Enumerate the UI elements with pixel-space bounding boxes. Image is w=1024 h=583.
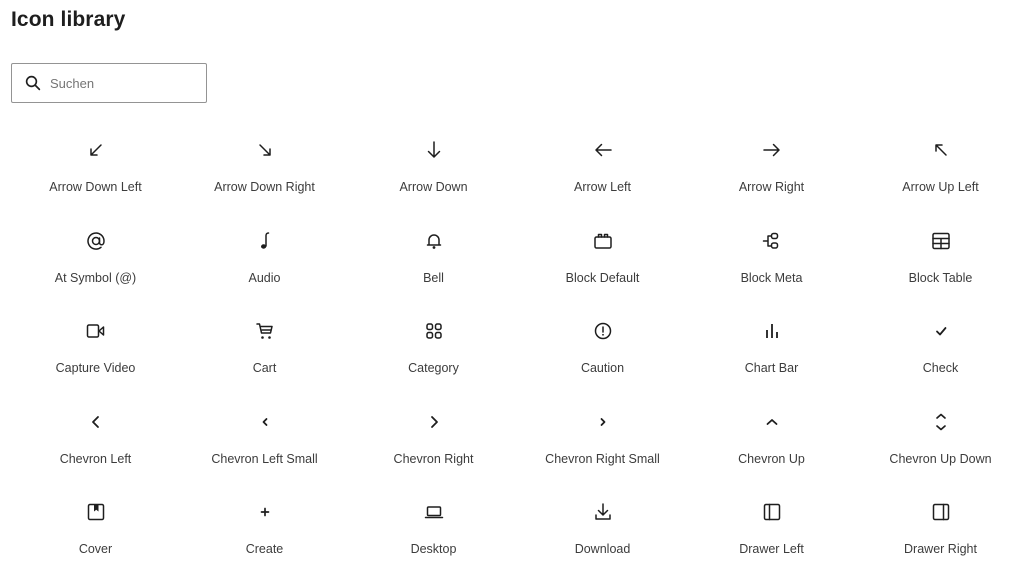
icon-label: Drawer Left bbox=[739, 542, 804, 556]
cover-icon bbox=[84, 500, 108, 524]
icon-label: Drawer Right bbox=[904, 542, 977, 556]
icon-label: At Symbol (@) bbox=[54, 270, 137, 285]
arrow-down-left-icon bbox=[84, 138, 108, 162]
icon-label: Chevron Right bbox=[393, 451, 474, 466]
at-symbol-icon bbox=[84, 229, 108, 253]
icon-tile-arrow-down-right[interactable] bbox=[180, 128, 349, 219]
arrow-down-icon bbox=[422, 138, 446, 162]
icon-label: Block Meta bbox=[740, 270, 803, 285]
icon-label: Arrow Up Left bbox=[902, 180, 979, 194]
icon-tile-audio[interactable] bbox=[180, 219, 349, 310]
icon-label: Caution bbox=[580, 361, 625, 375]
icon-label: Chevron Up Down bbox=[889, 451, 992, 466]
icon-tile-arrow-right[interactable] bbox=[687, 128, 856, 219]
icon-tile-chevron-left-small[interactable] bbox=[180, 400, 349, 491]
icon-label: Block Table bbox=[908, 270, 973, 285]
icon-label: Arrow Down bbox=[399, 180, 468, 194]
icon-label: Download bbox=[574, 542, 631, 556]
icon-label: Chevron Right Small bbox=[545, 451, 660, 466]
icon-label: Check bbox=[922, 361, 959, 375]
icon-tile-capture-video[interactable] bbox=[11, 309, 180, 400]
icon-label: Capture Video bbox=[55, 361, 136, 375]
icon-label: Arrow Down Right bbox=[214, 180, 315, 194]
icon-label: Arrow Down Left bbox=[49, 180, 142, 194]
icon-tile-chevron-right[interactable] bbox=[349, 400, 518, 491]
arrow-left-icon bbox=[591, 138, 615, 162]
search-input[interactable] bbox=[50, 76, 190, 91]
category-icon bbox=[422, 319, 446, 343]
download-icon bbox=[591, 500, 615, 524]
create-icon bbox=[253, 500, 277, 524]
icon-tile-block-table[interactable] bbox=[856, 219, 1024, 310]
chevron-left-icon bbox=[84, 410, 108, 434]
icon-tile-block-meta[interactable] bbox=[687, 219, 856, 310]
block-default-icon bbox=[591, 229, 615, 253]
chevron-up-down-icon bbox=[929, 410, 953, 434]
icon-label: Bell bbox=[423, 270, 444, 285]
icon-label: Cart bbox=[252, 361, 277, 375]
cart-icon bbox=[253, 319, 277, 343]
chevron-up-icon bbox=[760, 410, 784, 434]
icon-tile-chevron-right-small[interactable] bbox=[518, 400, 687, 491]
audio-icon bbox=[253, 229, 277, 253]
chart-bar-icon bbox=[760, 319, 784, 343]
page-title: Icon library bbox=[11, 8, 126, 31]
bell-icon bbox=[422, 229, 446, 253]
icon-label: Chart Bar bbox=[744, 361, 799, 375]
icon-label: Create bbox=[245, 542, 284, 556]
icon-tile-chart-bar[interactable] bbox=[687, 309, 856, 400]
capture-video-icon bbox=[84, 319, 108, 343]
icon-tile-arrow-up-left[interactable] bbox=[856, 128, 1024, 219]
drawer-right-icon bbox=[929, 500, 953, 524]
icon-tile-block-default[interactable] bbox=[518, 219, 687, 310]
caution-icon bbox=[591, 319, 615, 343]
icon-tile-at-symbol[interactable] bbox=[11, 219, 180, 310]
search-icon bbox=[24, 74, 42, 92]
icon-tile-chevron-up[interactable] bbox=[687, 400, 856, 491]
block-meta-icon bbox=[760, 229, 784, 253]
icon-tile-download[interactable] bbox=[518, 490, 687, 581]
icon-tile-bell[interactable] bbox=[349, 219, 518, 310]
icon-label: Cover bbox=[78, 542, 113, 556]
icon-tile-arrow-down[interactable] bbox=[349, 128, 518, 219]
arrow-up-left-icon bbox=[929, 138, 953, 162]
icon-label: Arrow Left bbox=[574, 180, 631, 194]
chevron-left-small-icon bbox=[253, 410, 277, 434]
chevron-right-small-icon bbox=[591, 410, 615, 434]
icon-tile-cart[interactable] bbox=[180, 309, 349, 400]
icon-label: Category bbox=[408, 361, 459, 375]
icon-tile-cover[interactable] bbox=[11, 490, 180, 581]
icon-tile-drawer-right[interactable] bbox=[856, 490, 1024, 581]
arrow-down-right-icon bbox=[253, 138, 277, 162]
icon-tile-drawer-left[interactable] bbox=[687, 490, 856, 581]
check-icon bbox=[929, 319, 953, 343]
drawer-left-icon bbox=[760, 500, 784, 524]
chevron-right-icon bbox=[422, 410, 446, 434]
icon-label: Block Default bbox=[565, 270, 640, 285]
icon-tile-arrow-left[interactable] bbox=[518, 128, 687, 219]
icon-tile-check[interactable] bbox=[856, 309, 1024, 400]
block-table-icon bbox=[929, 229, 953, 253]
icon-tile-category[interactable] bbox=[349, 309, 518, 400]
icon-tile-chevron-left[interactable] bbox=[11, 400, 180, 491]
icon-label: Audio bbox=[248, 270, 281, 285]
icon-tile-chevron-up-down[interactable] bbox=[856, 400, 1024, 491]
icon-tile-arrow-down-left[interactable] bbox=[11, 128, 180, 219]
icon-tile-caution[interactable] bbox=[518, 309, 687, 400]
search-box[interactable] bbox=[11, 63, 207, 103]
desktop-icon bbox=[422, 500, 446, 524]
arrow-right-icon bbox=[760, 138, 784, 162]
icon-label: Desktop bbox=[410, 542, 457, 556]
icon-grid bbox=[11, 128, 1024, 581]
icon-label: Chevron Left Small bbox=[211, 451, 318, 466]
icon-label: Chevron Up bbox=[738, 451, 805, 466]
icon-tile-desktop[interactable] bbox=[349, 490, 518, 581]
icon-label: Arrow Right bbox=[738, 180, 805, 194]
icon-label: Chevron Left bbox=[59, 451, 132, 466]
icon-tile-create[interactable] bbox=[180, 490, 349, 581]
